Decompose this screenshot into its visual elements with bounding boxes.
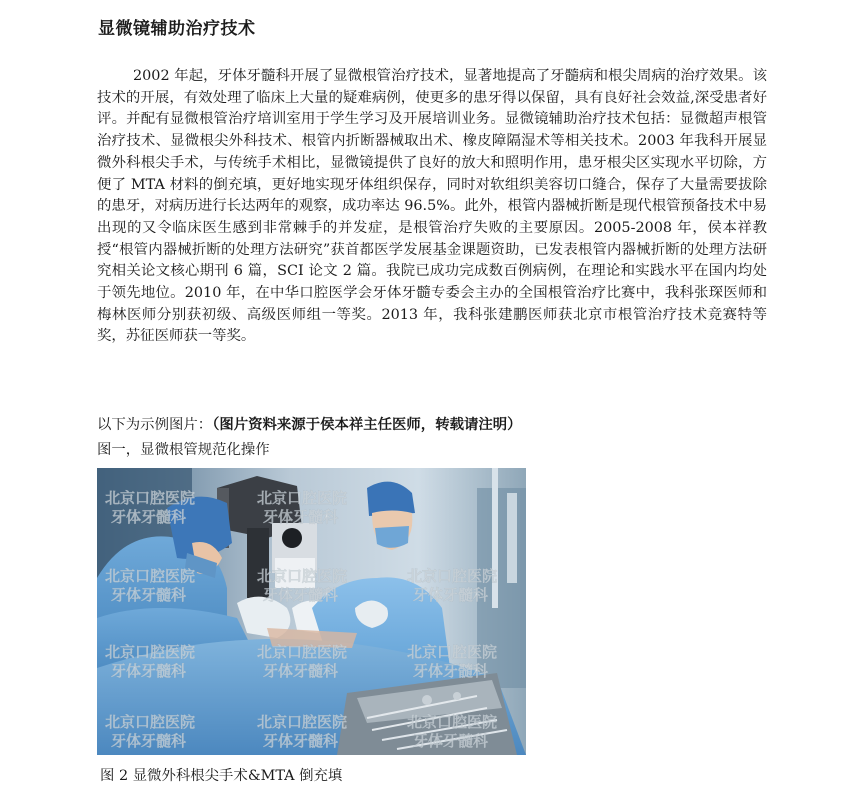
watermark-line2: 牙体牙髓科: [111, 662, 187, 680]
surgery-photo: [97, 468, 526, 755]
watermark-line1: 北京口腔医院: [257, 713, 348, 731]
watermark-layer: [97, 468, 526, 755]
watermark-line1: 北京口腔医院: [105, 643, 196, 661]
watermark: [105, 643, 195, 680]
image-intro: [97, 415, 522, 435]
watermark-line1: 北京口腔医院: [105, 713, 196, 731]
watermark-line2: 牙体牙髓科: [111, 508, 187, 526]
watermark-line1: 北京口腔医院: [407, 713, 498, 731]
page-title: 显微镜辅助治疗技术: [98, 19, 256, 39]
figure-1-caption: 图一，显微根管规范化操作: [97, 442, 270, 458]
watermark-line2: 牙体牙髓科: [263, 732, 339, 750]
watermark-line1: 北京口腔医院: [407, 643, 498, 661]
image-intro-lead: 以下为示例图片：: [97, 417, 213, 433]
watermark-line2: 牙体牙髓科: [413, 732, 489, 750]
watermark: [105, 567, 195, 604]
watermark-line1: 北京口腔医院: [257, 643, 348, 661]
watermark-line1: 北京口腔医院: [257, 489, 348, 507]
watermark: [407, 643, 497, 680]
watermark: [105, 489, 195, 526]
watermark-line2: 牙体牙髓科: [111, 586, 187, 604]
watermark-line1: 北京口腔医院: [105, 489, 196, 507]
watermark: [105, 713, 195, 750]
watermark-line2: 牙体牙髓科: [263, 586, 339, 604]
body-paragraph: 2002 年起，牙体牙髓科开展了显微根管治疗技术，显著地提高了牙髓病和根尖周病的治疗效果。该技术的开展，有效处理了临床上大量的疑难病例，使更多的患牙得以保留，具有良好社会效益,深受患者好评。并配有显微根管治疗培训室用于学生学习及开展培训业务。显微镜辅助治疗技术包括：显微超声根管治疗技术、显微根尖外科技术、根管内折断器械取出术、橡皮障隔湿术等相关技术。2003 年我科开展显微外科根尖手术，与传统手术相比，显微镜提供了良好的放大和照明作用，患牙根尖区实现水平切除，方便了 MTA 材料的倒充填，更好地实现牙体组织保存，同时对软组织美容切口缝合，保存了大量需要拔除的患牙，对病历进行长达两年的观察，成功率达 96.5%。此外，根管内器械折断是现代根管预备技术中易出现的又令临床医生感到非常棘手的并发症，是根管治疗失败的主要原因。2005-2008 年，侯本祥教授“根管内器械折断的处理方法研究”获首都医学发展基金课题资助，已发表根管内器械折断的处理方法研究相关论文核心期刊 6 篇，SCI 论文 2 篇。我院已成功完成数百例病例，在理论和实践水平在国内均处于领先地位。2010 年，在中华口腔医学会牙体牙髓专委会主办的全国根管治疗比赛中，我科张琛医师和梅林医师分别获初级、高级医师组一等奖。2013 年，我科张建鹏医师获北京市根管治疗技术竞赛特等奖，苏征医师获一等奖。: [97, 68, 767, 345]
watermark-line2: 牙体牙髓科: [263, 662, 339, 680]
watermark-line2: 牙体牙髓科: [413, 662, 489, 680]
watermark: [257, 567, 347, 604]
watermark-line2: 牙体牙髓科: [263, 508, 339, 526]
image-source-note: （图片资料来源于侯本祥主任医师，转载请注明）: [212, 416, 522, 433]
watermark-line2: 牙体牙髓科: [111, 732, 187, 750]
watermark-line1: 北京口腔医院: [407, 567, 498, 585]
watermark: [407, 567, 497, 604]
watermark-line1: 北京口腔医院: [257, 567, 348, 585]
watermark: [257, 713, 347, 750]
watermark: [407, 713, 497, 750]
watermark-line1: 北京口腔医院: [105, 567, 196, 585]
watermark: [257, 489, 347, 526]
figure-2-caption: 图 2 显微外科根尖手术&MTA 倒充填: [100, 768, 343, 784]
watermark: [257, 643, 347, 680]
watermark-line2: 牙体牙髓科: [413, 586, 489, 604]
